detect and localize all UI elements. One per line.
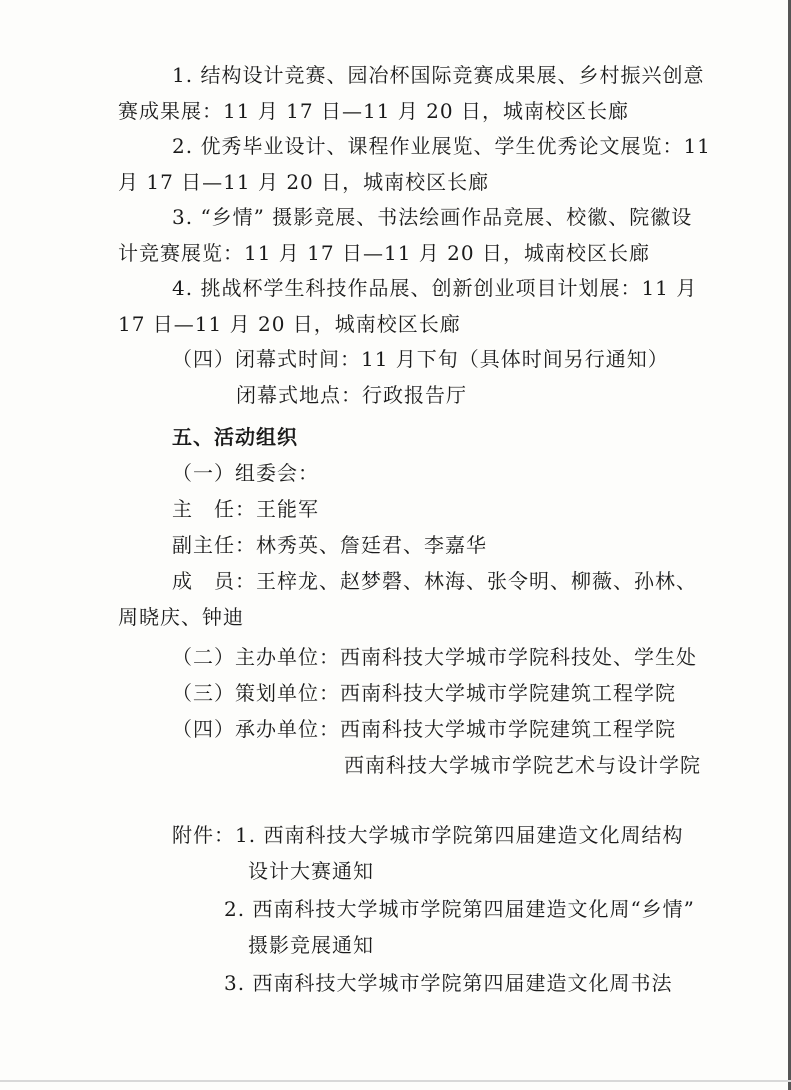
organizer-unit-line-2: 西南科技大学城市学院艺术与设计学院	[344, 753, 701, 777]
host-unit: （二）主办单位：西南科技大学城市学院科技处、学生处	[172, 645, 697, 669]
committee-members-line-2: 周晓庆、钟迪	[118, 605, 244, 629]
paragraph-item-2-line-1: 2. 优秀毕业设计、课程作业展览、学生优秀论文展览：11	[172, 134, 711, 158]
committee-deputy-directors: 副主任：林秀英、詹廷君、李嘉华	[172, 533, 487, 557]
paragraph-item-3-line-1: 3. “乡情” 摄影竞展、书法绘画作品竞展、校徽、院徽设	[172, 205, 693, 229]
attachment-1-line-1: 附件：1. 西南科技大学城市学院第四届建造文化周结构	[172, 823, 684, 847]
scan-edge-bottom	[0, 1080, 791, 1082]
attachment-1-line-2: 设计大赛通知	[248, 859, 374, 883]
closing-time: （四）闭幕式时间：11 月下旬（具体时间另行通知）	[172, 347, 669, 371]
section-heading: 五、活动组织	[172, 425, 298, 449]
paragraph-item-1-line-1: 1. 结构设计竞赛、园冶杯国际竞赛成果展、乡村振兴创意	[172, 63, 705, 87]
paragraph-item-1-line-2: 赛成果展：11 月 17 日—11 月 20 日，城南校区长廊	[118, 99, 629, 123]
attachment-2-line-2: 摄影竞展通知	[248, 933, 374, 957]
committee-members-line-1: 成 员：王梓龙、赵梦磬、林海、张令明、柳薇、孙林、	[172, 569, 697, 593]
closing-venue: 闭幕式地点：行政报告厅	[236, 383, 467, 407]
paragraph-item-2-line-2: 月 17 日—11 月 20 日，城南校区长廊	[118, 170, 490, 194]
attachment-3-line-1: 3. 西南科技大学城市学院第四届建造文化周书法	[224, 971, 673, 995]
planning-unit: （三）策划单位：西南科技大学城市学院建筑工程学院	[172, 681, 676, 705]
committee-heading: （一）组委会：	[172, 461, 319, 485]
organizer-unit-line-1: （四）承办单位：西南科技大学城市学院建筑工程学院	[172, 717, 676, 741]
paragraph-item-3-line-2: 计竞赛展览：11 月 17 日—11 月 20 日，城南校区长廊	[118, 241, 650, 265]
attachment-2-line-1: 2. 西南科技大学城市学院第四届建造文化周“乡情”	[224, 897, 695, 921]
committee-director: 主 任：王能军	[172, 497, 319, 521]
paragraph-item-4-line-1: 4. 挑战杯学生科技作品展、创新创业项目计划展：11 月	[172, 276, 698, 300]
paragraph-item-4-line-2: 17 日—11 月 20 日，城南校区长廊	[118, 312, 461, 336]
